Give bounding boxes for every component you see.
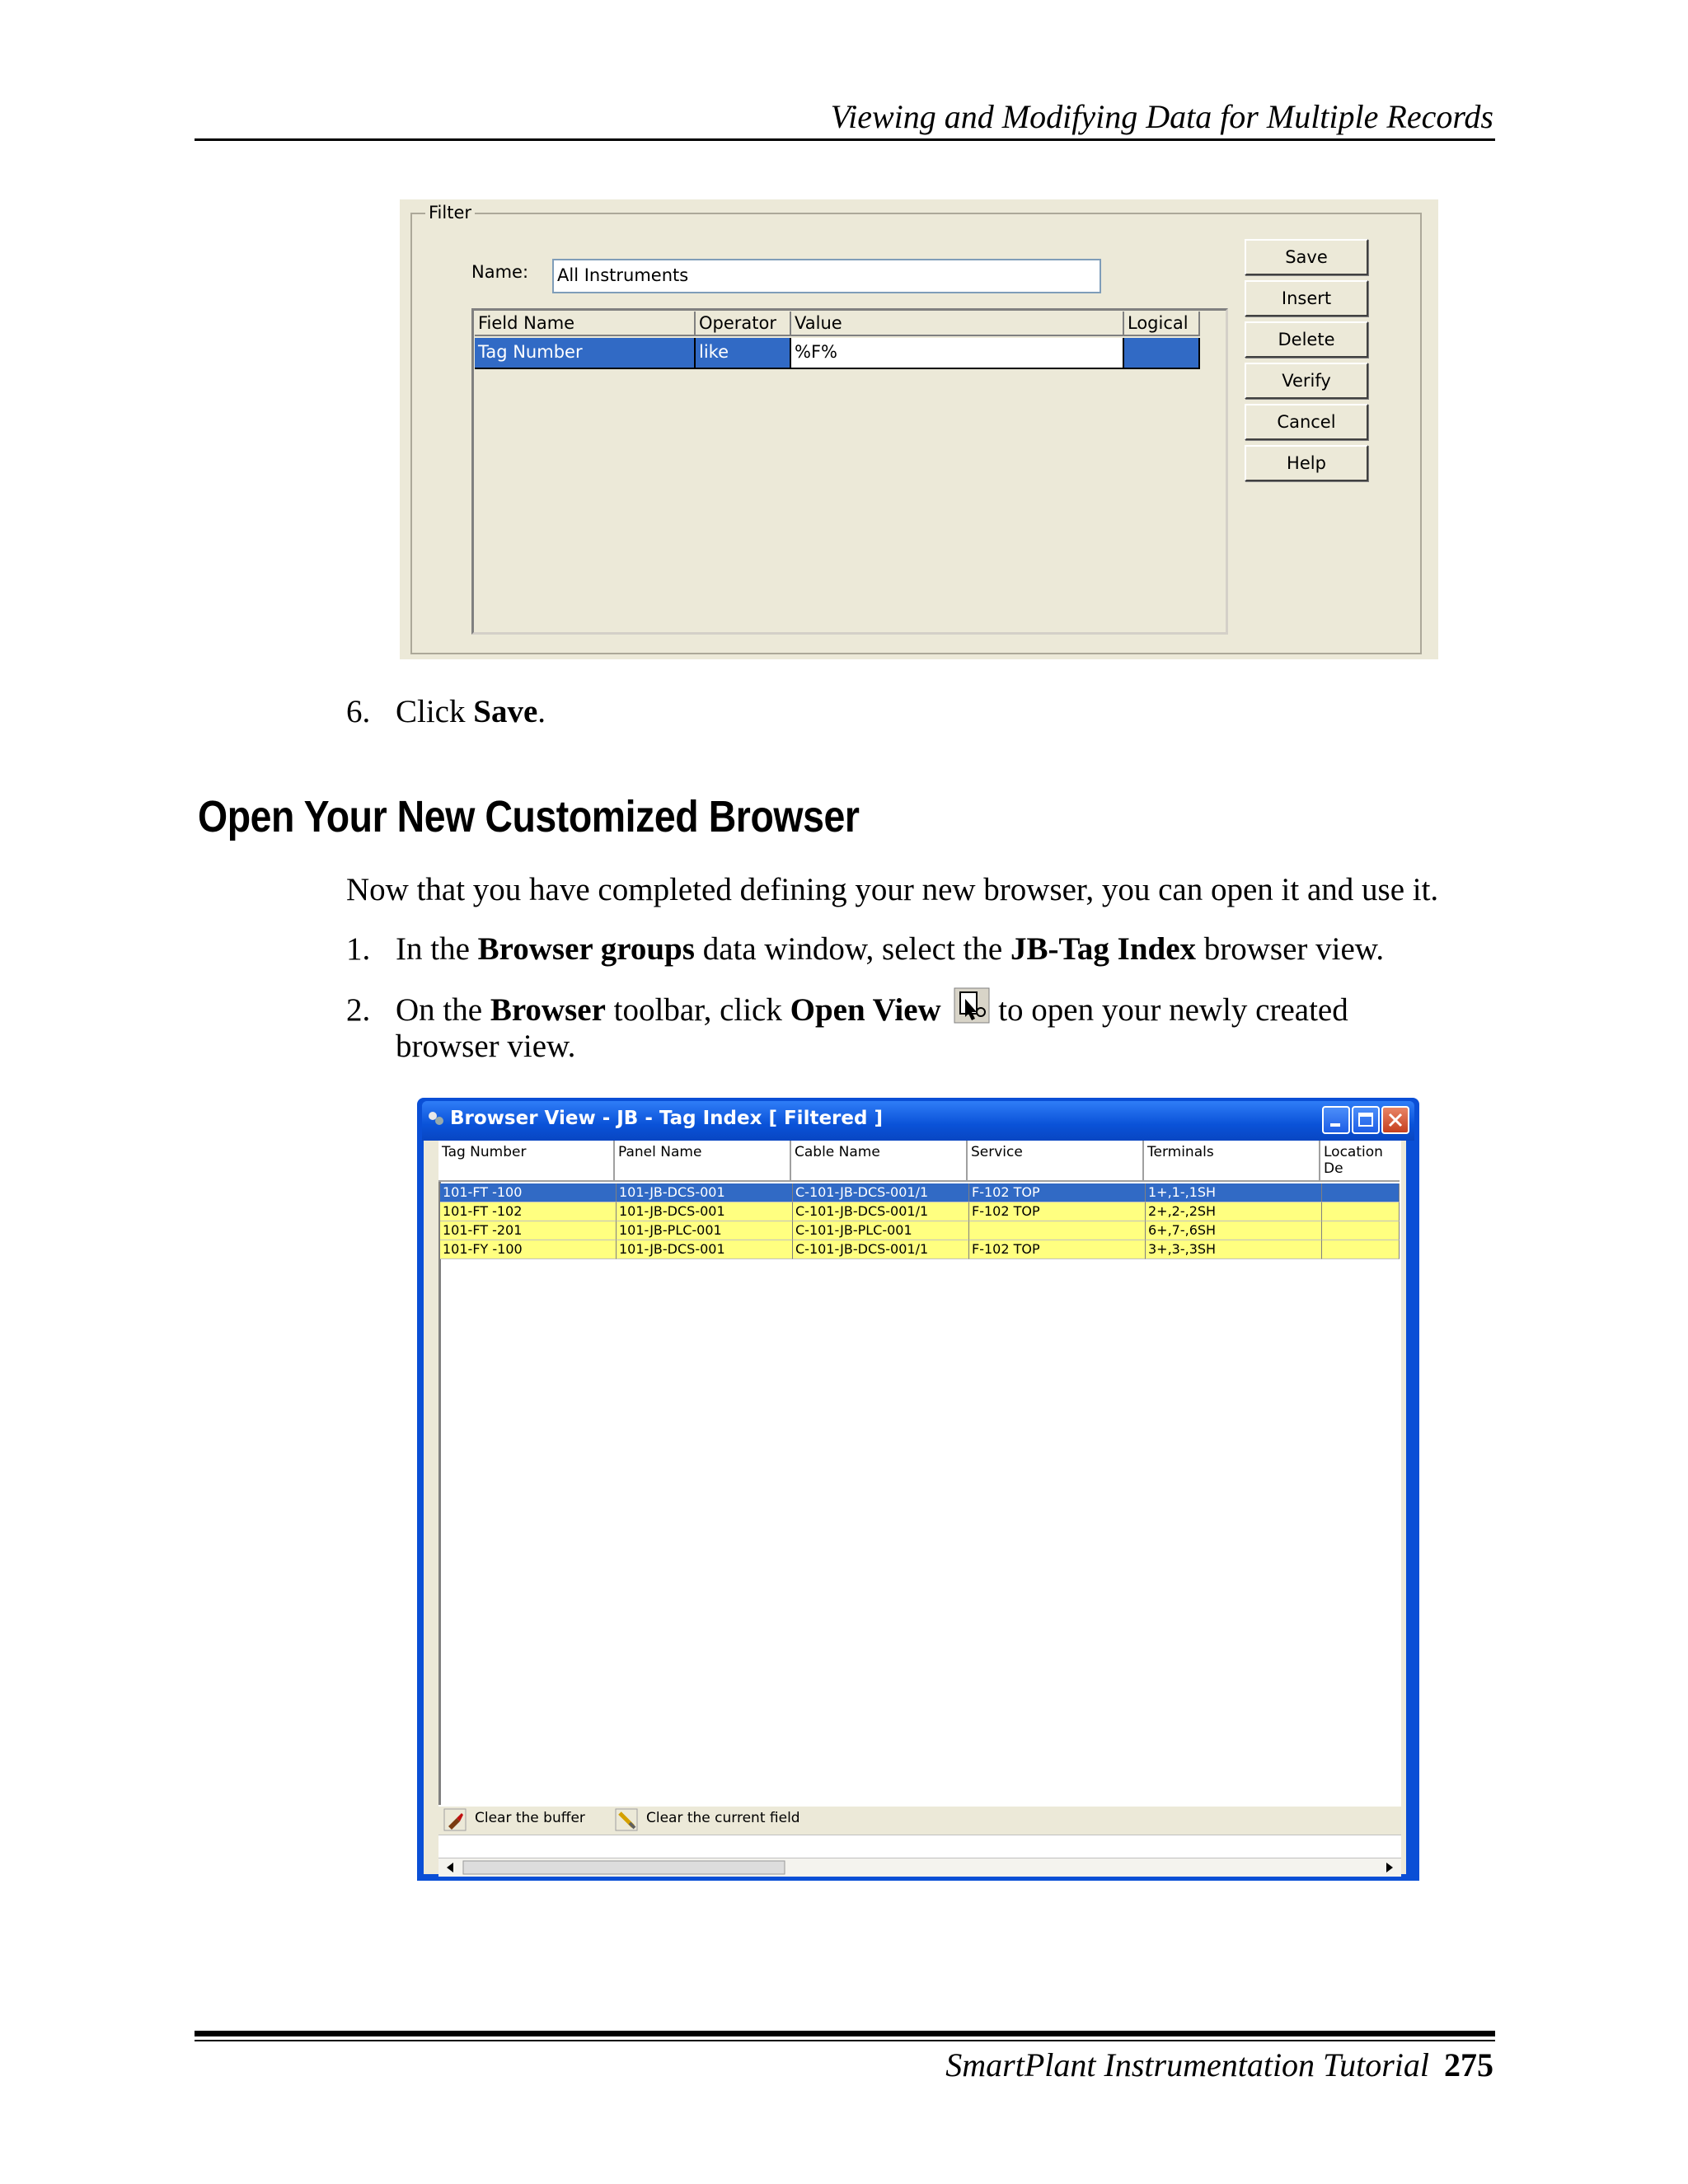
page-header: Viewing and Modifying Data for Multiple Records (830, 98, 1493, 135)
intro-paragraph: Now that you have completed defining your new browser, you can open it and use it. (346, 872, 1439, 907)
col-terminals[interactable]: Terminals (1144, 1141, 1320, 1182)
step-1 (346, 930, 1384, 969)
table-row[interactable] (440, 1202, 1400, 1221)
table-cell[interactable]: 101-JB-DCS-001 (617, 1240, 793, 1259)
minimize-icon (1324, 1108, 1348, 1132)
close-button[interactable] (1381, 1106, 1409, 1134)
col-field-name[interactable]: Field Name (475, 312, 696, 336)
table-cell[interactable]: C-101-JB-DCS-001/1 (793, 1240, 969, 1259)
clear-buffer-label[interactable]: Clear the buffer (475, 1810, 585, 1826)
table-cell[interactable]: 6+,7-,6SH (1146, 1221, 1322, 1240)
table-cell[interactable]: C-101-JB-DCS-001/1 (793, 1202, 969, 1221)
step-bold: JB-Tag Index (1010, 931, 1197, 967)
table-row[interactable] (440, 1221, 1400, 1240)
step-text: browser view. (1196, 931, 1385, 967)
table-cell[interactable]: 101-FT -201 (440, 1221, 617, 1240)
col-logical[interactable]: Logical (1124, 312, 1200, 336)
col-tag-number[interactable]: Tag Number (438, 1141, 615, 1182)
table-row[interactable] (440, 1183, 1400, 1202)
clear-buffer-icon[interactable] (443, 1808, 467, 1831)
section-heading: Open Your New Customized Browser (198, 792, 860, 841)
step-text: . (537, 694, 546, 729)
footer-title: SmartPlant Instrumentation Tutorial (945, 2046, 1429, 2083)
cancel-button[interactable]: Cancel (1245, 404, 1368, 440)
col-value[interactable]: Value (791, 312, 1124, 336)
app-icon (427, 1109, 445, 1127)
table-cell[interactable]: 101-JB-DCS-001 (617, 1202, 793, 1221)
step-2-continued: browser view. (396, 1029, 576, 1064)
table-cell[interactable] (1322, 1221, 1400, 1240)
table-cell[interactable]: F-102 TOP (969, 1183, 1146, 1202)
footer-rule (195, 2031, 1495, 2036)
col-cable-name[interactable]: Cable Name (791, 1141, 968, 1182)
table-cell[interactable]: 3+,3-,3SH (1146, 1240, 1322, 1259)
name-input[interactable]: All Instruments (552, 259, 1101, 293)
step-number: 6. (346, 694, 371, 729)
minimize-button[interactable] (1322, 1106, 1350, 1134)
table-cell[interactable]: F-102 TOP (969, 1202, 1146, 1221)
col-location[interactable]: Location De (1320, 1141, 1400, 1182)
table-cell[interactable]: C-101-JB-DCS-001/1 (793, 1183, 969, 1202)
cell-value[interactable]: %F% (791, 338, 1124, 368)
edit-row[interactable] (438, 1835, 1401, 1858)
table-cell[interactable] (1322, 1240, 1400, 1259)
table-cell[interactable]: F-102 TOP (969, 1240, 1146, 1259)
table-cell[interactable] (969, 1221, 1146, 1240)
step-text: toolbar, click (605, 992, 790, 1028)
help-button[interactable]: Help (1245, 445, 1368, 481)
table-cell[interactable]: 101-JB-PLC-001 (617, 1221, 793, 1240)
clear-field-icon[interactable] (615, 1808, 638, 1831)
step-text: On the (396, 992, 490, 1028)
table-cell[interactable]: 1+,1-,1SH (1146, 1183, 1322, 1202)
filter-grid-header (475, 312, 1200, 336)
page-number: 275 (1444, 2046, 1493, 2083)
window-title: Browser View - JB - Tag Index [ Filtered ] (450, 1108, 883, 1129)
cell-operator[interactable]: like (696, 338, 791, 368)
footer-rule-thin (195, 2040, 1495, 2041)
table-cell[interactable]: 101-FT -102 (440, 1202, 617, 1221)
step-text: data window, select the (694, 931, 1010, 967)
page-footer (195, 2046, 1493, 2084)
clear-field-label[interactable]: Clear the current field (646, 1810, 800, 1826)
filter-grid-row[interactable] (475, 338, 1200, 369)
close-icon (1383, 1108, 1408, 1132)
step-text: to open your newly created (990, 992, 1348, 1028)
step-bold: Browser groups (477, 931, 695, 967)
table-cell[interactable] (1322, 1183, 1400, 1202)
delete-button[interactable]: Delete (1245, 321, 1368, 358)
step-bold: Browser (490, 992, 606, 1028)
step-6 (346, 692, 546, 732)
step-number: 1. (346, 931, 371, 967)
horizontal-scrollbar[interactable] (438, 1858, 1401, 1877)
col-panel-name[interactable]: Panel Name (615, 1141, 791, 1182)
header-rule (195, 138, 1495, 141)
cell-field-name[interactable]: Tag Number (475, 338, 696, 368)
step-text: In the (396, 931, 478, 967)
cell-logical[interactable] (1124, 338, 1200, 368)
filter-group-label: Filter (425, 203, 475, 223)
step-number: 2. (346, 992, 371, 1028)
table-cell[interactable]: C-101-JB-PLC-001 (793, 1221, 969, 1240)
col-operator[interactable]: Operator (696, 312, 791, 336)
step-bold: Save (473, 694, 538, 729)
step-text: Click (396, 694, 474, 729)
open-view-icon (954, 987, 990, 1033)
table-row[interactable] (440, 1240, 1400, 1259)
name-label: Name: (471, 262, 529, 282)
maximize-icon (1353, 1108, 1378, 1132)
verify-button[interactable]: Verify (1245, 363, 1368, 399)
table-cell[interactable]: 101-FT -100 (440, 1183, 617, 1202)
insert-button[interactable]: Insert (1245, 280, 1368, 316)
col-service[interactable]: Service (968, 1141, 1144, 1182)
browser-header (438, 1141, 1400, 1182)
table-cell[interactable] (1322, 1202, 1400, 1221)
maximize-button[interactable] (1352, 1106, 1380, 1134)
step-bold: Open View (790, 992, 941, 1028)
table-cell[interactable]: 2+,2-,2SH (1146, 1202, 1322, 1221)
save-button[interactable]: Save (1245, 239, 1368, 275)
table-cell[interactable]: 101-FY -100 (440, 1240, 617, 1259)
table-cell[interactable]: 101-JB-DCS-001 (617, 1183, 793, 1202)
